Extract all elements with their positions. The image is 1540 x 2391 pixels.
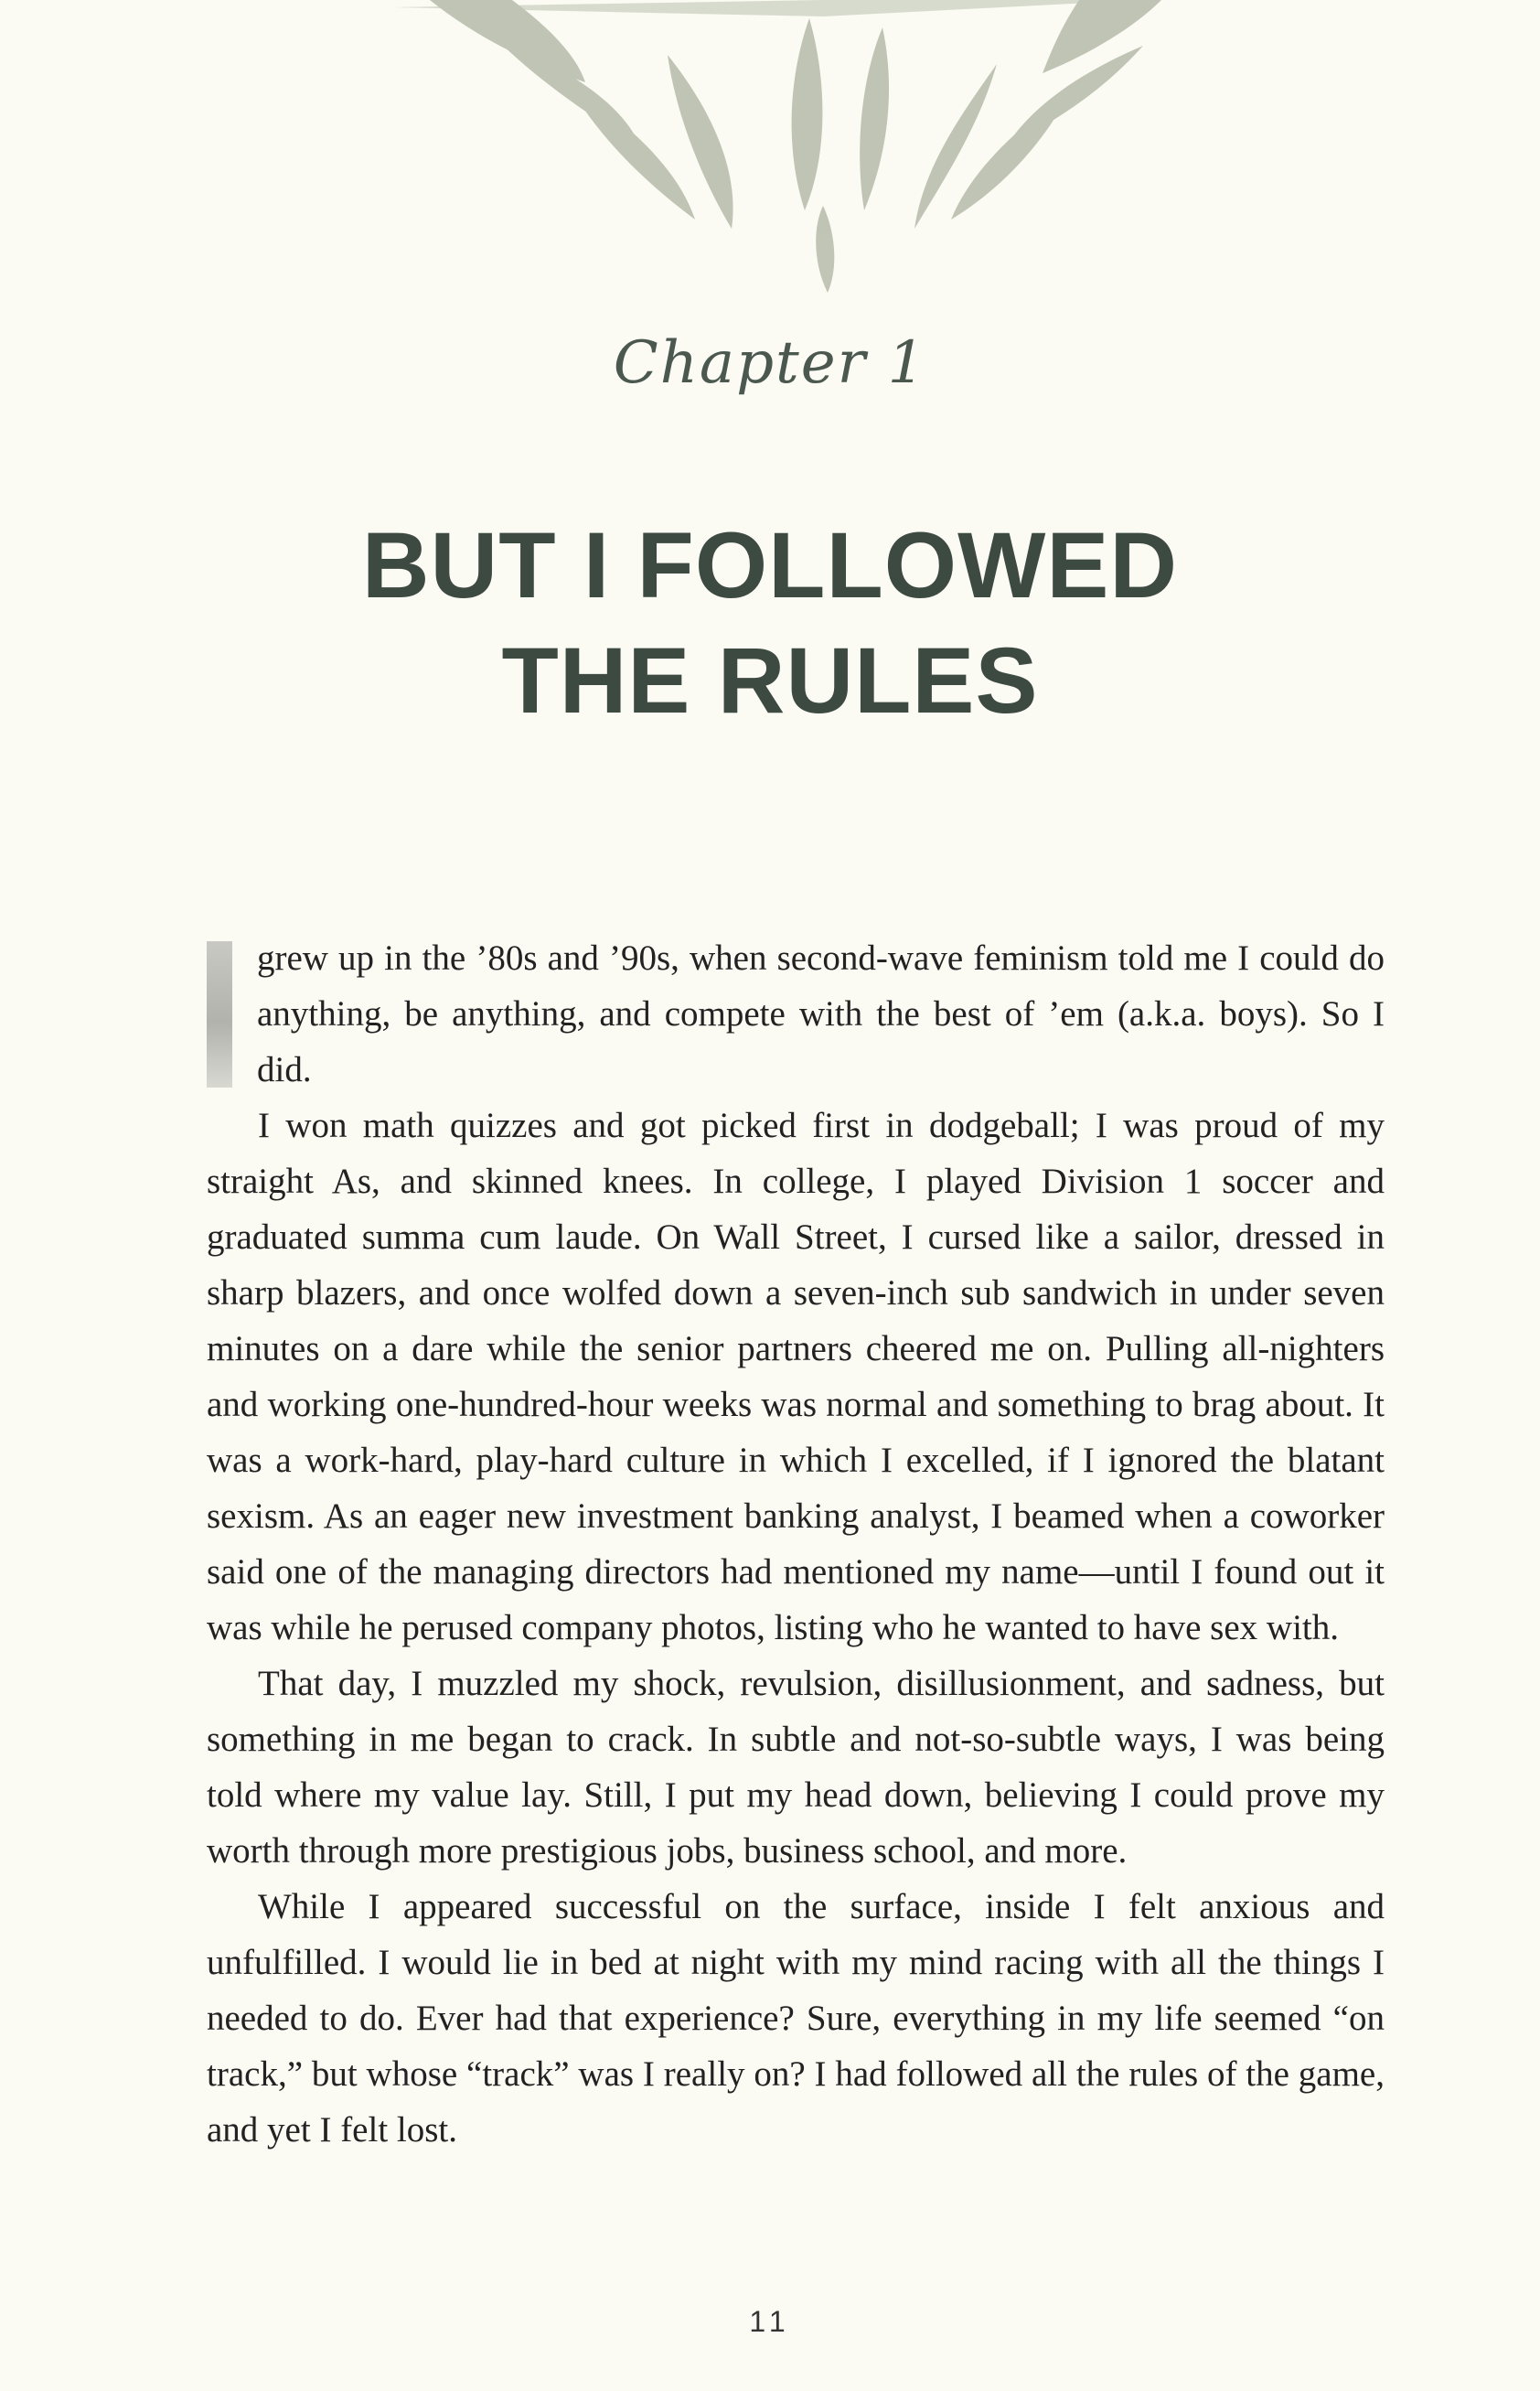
drop-cap bbox=[207, 941, 232, 1088]
chapter-title bbox=[0, 508, 1540, 738]
chapter-label: Chapter 1 bbox=[613, 329, 927, 397]
paragraph-text: grew up in the ’80s and ’90s, when second-wave feminism told me I could do anything, be anything, and compete with the best of ’em (a.k.a. boys). So I did. bbox=[257, 938, 1385, 1089]
body-paragraph: I won math quizzes and got picked first in dodgeball; I was proud of my straight As, and skinned knees. In college, I played Division 1 soccer and graduated summa cum laude. On Wall Street, I cursed like a sailor, dressed in sharp blazers, and once wolfed down a seven-inch sub sandwich in under seven minutes on a dare while the senior partners cheered me on. Pulling all-nighters and working one-hundred-hour weeks was normal and something to brag about. It was a work-hard, play-hard culture in which I excelled, if I ignored the blatant sexism. As an eager new investment banking analyst, I beamed when a coworker said one of the managing directors had mentioned my name—until I found out it was while he perused company photos, listing who he wanted to have sex with. bbox=[207, 1106, 1385, 1647]
body-paragraph: While I appeared successful on the surface, inside I felt anxious and unfulfilled. I would lie in bed at night with my mind racing with all the things I needed to do. Ever had that experience? Sure, everything in my life seemed “on track,” but whose “track” was I really on? I had followed all the rules of the game, and yet I felt lost. bbox=[207, 1887, 1385, 2150]
page-number: 11 bbox=[749, 2305, 791, 2338]
body-paragraph: That day, I muzzled my shock, revulsion, disillusionment, and sadness, but something in me began to crack. In subtle and not-so-subtle ways, I was being told where my value lay. Still, I put my head down, believing I could prove my worth through more prestigious jobs, business school, and more. bbox=[207, 1664, 1385, 1871]
chapter-body bbox=[207, 930, 1385, 2158]
sunburst-ornament-icon bbox=[0, 0, 1540, 311]
chapter-title-line-1: BUT I FOLLOWED bbox=[361, 513, 1179, 617]
chapter-title-line-2: THE RULES bbox=[501, 628, 1039, 733]
body-paragraph bbox=[207, 930, 1385, 1098]
